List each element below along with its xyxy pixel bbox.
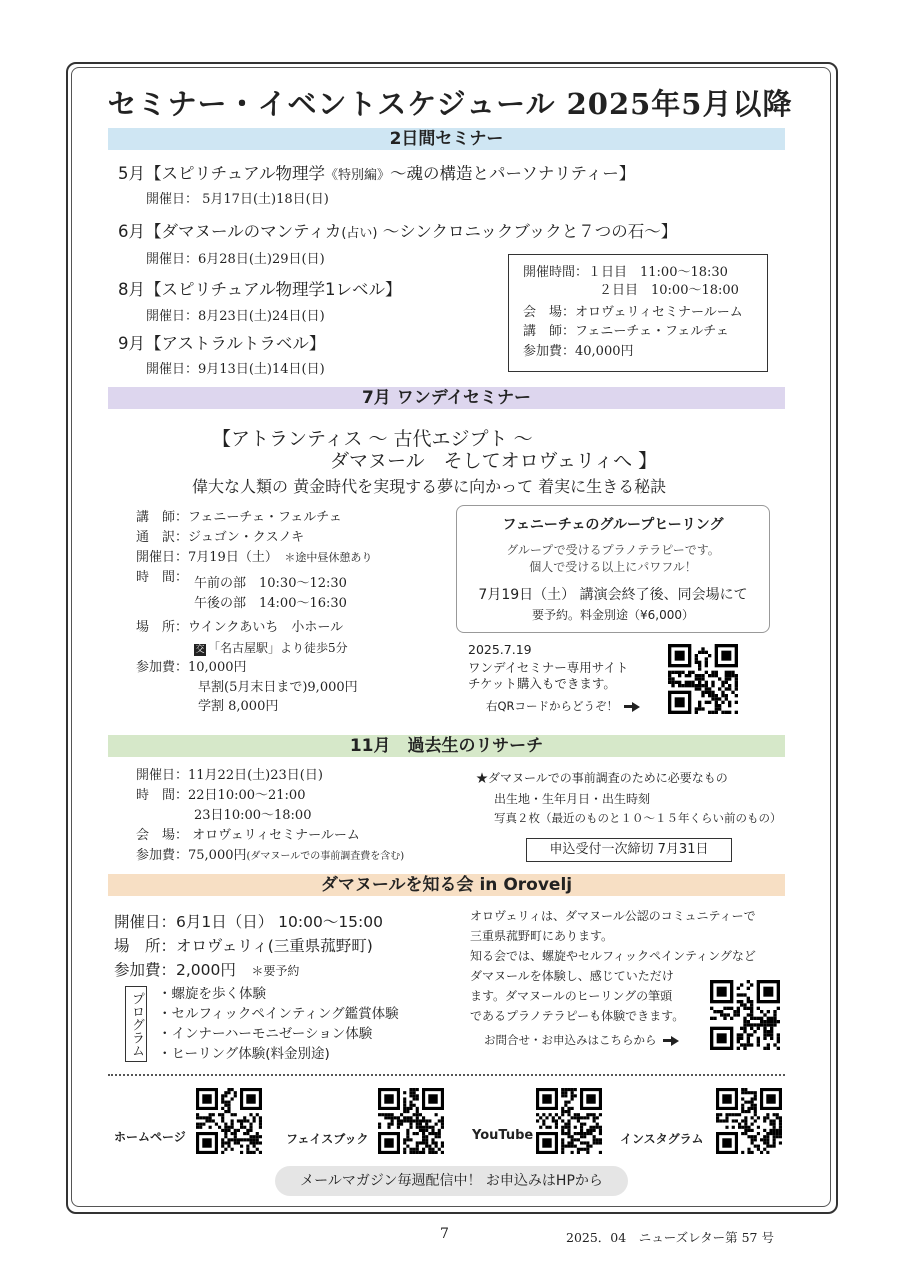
program-item: ・螺旋を歩く体験: [158, 986, 266, 1002]
sns-facebook-label: フェイスブック: [286, 1132, 369, 1146]
info-time-day2: ２日目 10:00〜18:00: [599, 283, 739, 298]
seminar-aug-title: 8月【スピリチュアル物理学1レベル】: [118, 280, 402, 299]
past-life-research-band: 11月 過去生のリサーチ: [108, 735, 785, 757]
od-fee: 参加費：10,000円: [136, 660, 247, 675]
site-line2: チケット購入もできます。: [468, 676, 616, 691]
one-day-site-qr-code[interactable]: [668, 644, 738, 714]
kd-fee: 参加費：2,000円 ＊要予約: [114, 961, 300, 979]
seminar-june-date: 開催日：6月28日(土)29日(日): [146, 252, 325, 267]
site-date: 2025.7.19: [468, 642, 532, 657]
healing-when: 7月19日（土） 講演会終了後、同会場にて: [478, 587, 748, 603]
train-icon: 交: [195, 645, 205, 655]
sns-instagram-label: インスタグラム: [620, 1132, 704, 1146]
site-qr-hint: 右QRコードからどうぞ！: [486, 698, 640, 714]
mail-magazine-banner[interactable]: メールマガジン毎週配信中！ お申込みはHPから: [275, 1166, 628, 1196]
one-day-title-line2: ダマヌール そしてオロヴェリィへ 】: [330, 450, 658, 472]
issue-label: 2025．04 ニューズレター第 57 号: [566, 1230, 774, 1245]
kd-contact: お問合せ・お申込みはこちらから: [484, 1032, 679, 1048]
seminar-aug-date: 開催日：8月23日(土)24日(日): [146, 309, 325, 324]
pl-venue: 会 場： オロヴェリィセミナールーム: [136, 828, 360, 843]
arrow-right-icon: [624, 705, 632, 708]
pl-date: 開催日：11月22日(土)23日(日): [136, 768, 323, 783]
pl-need1: 出生地・生年月日・出生時刻: [494, 792, 651, 806]
pl-need: ★ダマヌールでの事前調査のために必要なもの: [476, 771, 728, 785]
know-damanhur-band: ダマヌールを知る会 in Orovelj: [108, 874, 785, 896]
healing-desc2: 個人で受ける以上にパワフル！: [529, 560, 697, 574]
info-fee: 参加費：40,000円: [523, 344, 634, 359]
od-fee-student: 学割 8,000円: [198, 699, 279, 714]
group-healing-box: [456, 505, 770, 633]
pl-time2: 23日10:00〜18:00: [194, 808, 312, 823]
facebook-qr-code[interactable]: [378, 1088, 444, 1154]
desc-line: 知る会では、螺旋やセルフィックペインティングなど: [470, 949, 756, 963]
od-lecturer: 講 師：フェニーチェ・フェルチェ: [136, 510, 342, 525]
two-day-seminar-band: 2日間セミナー: [108, 128, 785, 150]
desc-line: であるプラノテラピーも体験できます。: [470, 1009, 685, 1023]
healing-fee: 要予約。料金別途（¥6,000）: [532, 608, 694, 622]
od-date: 開催日：7月19日（土） ＊途中昼休憩あり: [136, 550, 373, 565]
desc-line: ダマヌールを体験し、感じていただけ: [470, 969, 674, 983]
instagram-qr-code[interactable]: [716, 1088, 782, 1154]
program-item: ・インナーハーモニゼーション体験: [158, 1026, 373, 1042]
site-line1: ワンデイセミナー専用サイト: [468, 660, 629, 675]
pl-need2: 写真２枚（最近のものと１０〜１５年くらい前のもの）: [494, 811, 782, 825]
seminar-sep-date: 開催日：9月13日(土)14日(日): [146, 362, 325, 377]
info-lecturer: 講 師：フェニーチェ・フェルチェ: [523, 324, 729, 339]
one-day-tagline: 偉大な人類の 黄金時代を実現する夢に向かって 着実に生きる秘訣: [192, 477, 667, 496]
arrow-right-icon: [663, 1039, 671, 1042]
desc-line: 三重県菰野町にあります。: [470, 929, 614, 943]
contact-qr-code[interactable]: [710, 980, 780, 1050]
seminar-may-title: 5月【スピリチュアル物理学《特別編》〜魂の構造とパーソナリティー】: [118, 164, 636, 183]
healing-desc1: グループで受けるプラノテラピーです。: [506, 543, 720, 557]
program-label: プログラム: [125, 986, 147, 1062]
seminar-june-title: 6月【ダマヌールのマンティカ(占い) 〜シンクロニックブックと７つの石〜】: [118, 222, 678, 241]
pl-fee: 参加費：75,000円(ダマヌールでの事前調査費を含む): [136, 848, 405, 863]
od-time-am: 午前の部 10:30〜12:30: [194, 576, 347, 591]
page-number: 7: [440, 1226, 449, 1242]
od-interpreter: 通 訳：ジュゴン・クスノキ: [136, 530, 305, 545]
od-fee-early: 早割(5月末日まで)9,000円: [198, 680, 358, 695]
od-time-label: 時 間：: [136, 570, 189, 585]
seminar-may-date: 開催日： 5月17日(土)18日(日): [146, 192, 329, 207]
desc-line: オロヴェリィは、ダマヌール公認のコミュニティーで: [470, 909, 756, 923]
program-item: ・ヒーリング体験(料金別途): [158, 1046, 330, 1062]
od-station: 交 「名古屋駅」より徒歩5分: [195, 641, 348, 655]
od-time-pm: 午後の部 14:00〜16:30: [194, 596, 347, 611]
page-title: セミナー・イベントスケジュール 2025年5月以降: [107, 87, 793, 121]
seminar-info-box: [508, 254, 768, 372]
pl-deadline: 申込受付一次締切 7月31日: [526, 838, 732, 862]
desc-line: ます。ダマヌールのヒーリングの筆頭: [470, 989, 673, 1003]
pl-time1: 時 間：22日10:00〜21:00: [136, 788, 306, 803]
one-day-title-line1: 【アトランティス 〜 古代エジプト 〜: [212, 428, 533, 450]
info-venue: 会 場：オロヴェリィセミナールーム: [523, 305, 743, 320]
healing-title: フェニーチェのグループヒーリング: [502, 517, 724, 533]
program-item: ・セルフィックペインティング鑑賞体験: [158, 1006, 399, 1022]
kd-place: 場 所：オロヴェリィ(三重県菰野町): [114, 937, 373, 955]
seminar-sep-title: 9月【アストラルトラベル】: [118, 334, 326, 353]
dotted-divider: [108, 1074, 785, 1076]
kd-date: 開催日：6月1日（日） 10:00〜15:00: [114, 913, 383, 931]
od-place: 場 所：ウインクあいち 小ホール: [136, 620, 344, 635]
sns-youtube-label: YouTube: [472, 1128, 534, 1143]
one-day-seminar-band: 7月 ワンデイセミナー: [108, 387, 785, 409]
program-list: [158, 984, 399, 1064]
sns-homepage-label: ホームページ: [114, 1130, 186, 1144]
youtube-qr-code[interactable]: [536, 1088, 602, 1154]
info-time-day1: 開催時間：１日目 11:00〜18:30: [523, 265, 728, 280]
homepage-qr-code[interactable]: [196, 1088, 262, 1154]
